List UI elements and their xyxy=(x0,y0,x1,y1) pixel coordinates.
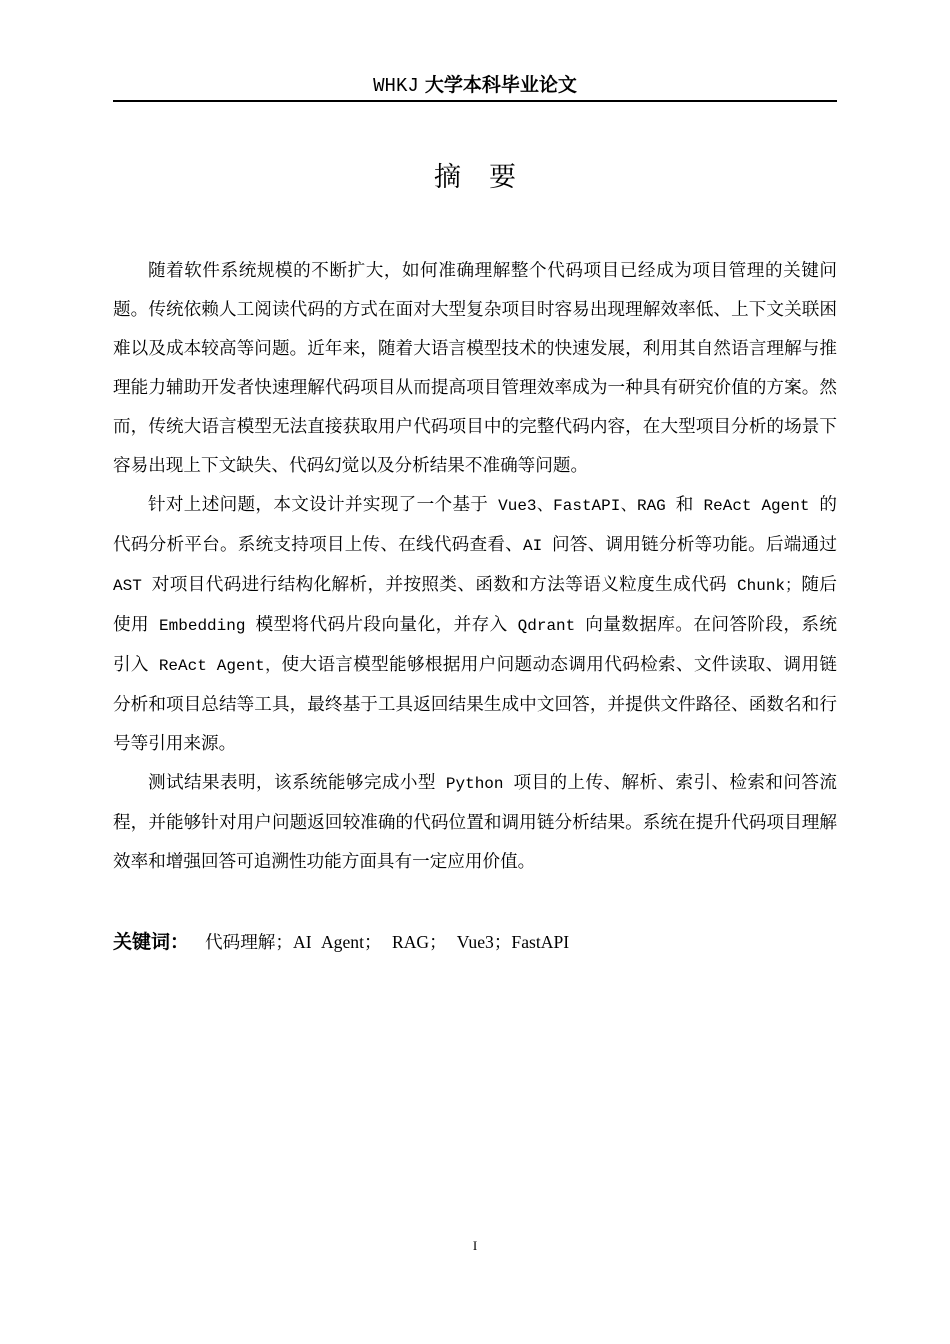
abstract-paragraph-1: 随着软件系统规模的不断扩大，如何准确理解整个代码项目已经成为项目管理的关键问题。传统依赖人工阅读代码的方式在面对大型复杂项目时容易出现理解效率低、上下文关联困难以及成本较高等问题。近年来，随着大语言模型技术的快速发展，利用其自然语言理解与推理能力辅助开发者快速理解代码项目从而提高项目管理效率成为一种具有研究价值的方案。然而，传统大语言模型无法直接获取用户代码项目中的完整代码内容，在大型项目分析的场景下容易出现上下文缺失、代码幻觉以及分析结果不准确等问题。 xyxy=(113,261,837,476)
p2-term: Qdrant xyxy=(507,617,586,635)
keywords-values: 代码理解；AI Agent； RAG； Vue3；FastAPI xyxy=(205,932,570,952)
p2-term: ReAct Agent xyxy=(693,497,820,515)
header-school: WHKJ xyxy=(373,75,419,97)
abstract-title: 摘要 xyxy=(434,162,544,193)
p2-term: ReAct Agent， xyxy=(148,657,282,675)
p2-text: 使大语言模型能够根据用户问题动态调用代码检索、文件读取、调用链分析和项目总结等工具，最终基于工具返回结果生成中文回答，并提供文件路径、函数名和行号等引用来源。 xyxy=(113,655,837,754)
p2-text: 针对上述问题，本文设计并实现了一个基于 xyxy=(148,495,489,515)
header-subtitle: 大学本科毕业论文 xyxy=(424,74,577,96)
p2-text: 和 xyxy=(675,495,694,515)
p3-text: 项目的上传、解析、索引、检索和问答流程，并能够针对用户问题返回较准确的代码位置和调用链分析结果。系统在提升代码项目理解效率和增强回答可追溯性功能方面具有一定应用价值。 xyxy=(113,773,837,872)
abstract-body xyxy=(113,252,837,882)
p2-term: Embedding xyxy=(149,617,256,635)
keywords-line xyxy=(113,927,837,958)
p3-term: Python xyxy=(435,775,514,793)
p2-text: 模型将代码片段向量化，并存入 xyxy=(255,615,508,635)
page-header xyxy=(113,70,837,102)
p2-term: AST xyxy=(113,577,152,595)
p3-text: 测试结果表明，该系统能够完成小型 xyxy=(148,773,436,793)
abstract-paragraph-2 xyxy=(113,486,837,764)
p2-term: AI xyxy=(522,537,553,555)
p2-text: 随后使用 xyxy=(113,575,837,635)
p2-text: 的代码分析平台。系统支持项目上传、在线代码查看、 xyxy=(113,495,837,555)
page-number: I xyxy=(472,1238,478,1253)
p2-text: 对项目代码进行结构化解析，并按照类、函数和方法等语义粒度生成代码 xyxy=(151,575,728,595)
p2-term: Chunk； xyxy=(727,577,802,595)
keywords-label: 关键词： xyxy=(113,931,190,953)
p2-text: 问答、调用链分析等功能。后端通过 xyxy=(552,535,837,555)
p2-text: 向量数据库。在问答阶段，系统引入 xyxy=(113,615,837,675)
abstract-paragraph-3 xyxy=(113,764,837,882)
p2-term: Vue3、FastAPI、RAG xyxy=(488,497,676,515)
